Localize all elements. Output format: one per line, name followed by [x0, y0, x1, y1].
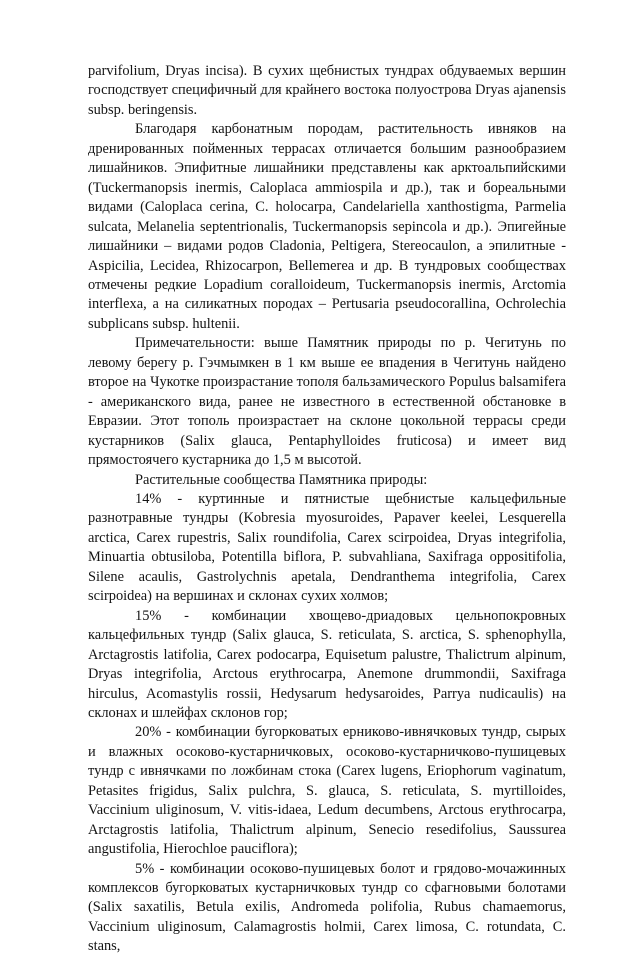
document-page	[88, 62, 566, 957]
paragraph-lichens: Благодаря карбонатным породам, растительность ивняков на дренированных пойменных террасах отличается большим разнообразием лишайников. Эпифитные лишайники представлены как арктоальпийскими (Tuckermanopsis inermis, Caloplaca ammiospila и др.), так и бореальными видами (Caloplaca cerina, C. holocarpa, Candelariella xanthostigma, Parmelia sulcata, Melanelia septentrionalis, Tuckermanopsis sepincola и др.). Эпигейные лишайники – видами родов Cladonia, Peltigera, Stereocaulon, а эпилитные - Aspicilia, Lecidea, Rhizocarpon, Bellemerea и др. В тундровых сообществах отмечены редкие Lopadium coralloideum, Tuckermanopsis inermis, Arctomia interflexa, а на силикатных породах – Pertusaria pseudocorallina, Ochrolechia subplicans subsp. hultenii.	[88, 121, 566, 332]
paragraph-communities-heading: Растительные сообщества Памятника природы:	[135, 471, 428, 488]
paragraph-community-14: 14% - куртинные и пятнистые щебнистые кальцефильные разнотравные тундры (Kobresia myosuroides, Papaver keelei, Lesquerella arctica, Carex rupestris, Salix roundifolia, Carex scirpoidea, Dryas integrifolia, Minuartia obtusiloba, Potentilla biflora, P. subvahliana, Saxifraga oppositifolia, Silene acaulis, Gastrolychnis apetala, Dendranthema integrifolia, Carex scirpoidea) на вершинах и склонах сухих холмов;	[88, 490, 566, 605]
paragraph-community-15: 15% - комбинации хвощево-дриадовых цельнопокровных кальцефильных тундр (Salix glauca, S. reticulata, S. arctica, S. sphenophylla, Arctagrostis latifolia, Carex podocarpa, Equisetum palustre, Thalictrum alpinum, Dryas integrifolia, Arctous erythrocarpa, Anemone drummondii, Saxifraga hirculus, Acomastylis rossii, Hedysarum hedysaroides, Parrya nudicaulis) на склонах и шлейфах склонов гор;	[88, 607, 566, 721]
paragraph-community-5: 5% - комбинации осоково-пушицевых болот и грядово-мочажинных комплексов бугорковатых кустарничковых тундр со сфагновыми болотами (Salix saxatilis, Betula exilis, Andromeda polifolia, Rubus chamaemorus, Vaccinium uliginosum, Calamagrostis holmii, Carex limosa, C. rotundata, C. stans,	[88, 860, 566, 955]
paragraph-community-20: 20% - комбинации бугорковатых ерниково-ивнячковых тундр, сырых и влажных осоково-кустарничковых, осоково-кустарничково-пушицевых тундр с ивнячками по ложбинам стока (Carex lugens, Eriophorum vaginatum, Petasites frigidus, Salix pulchra, S. glauca, S. reticulata, S. myrtilloides, Vaccinium uliginosum, V. vitis-idaea, Ledum decumbens, Arctous erythrocarpa, Arctagrostis latifolia, Thalictrum alpinum, Senecio resedifolius, Saussurea angustifolia, Hierochloe pauciflora);	[88, 724, 566, 858]
paragraph-dryas-continuation: parvifolium, Dryas incisa). В сухих щебнистых тундрах обдуваемых вершин господствует специфичный для крайнего востока полуострова Dryas ajanensis subsp. beringensis.	[88, 63, 566, 118]
paragraph-notable-features: Примечательности: выше Памятник природы по р. Чегитунь по левому берегу р. Гэчмымкен в 1 км выше ее впадения в Чегитунь найдено второе на Чукотке произрастание тополя бальзамического Populus balsamifera - американского вида, ранее не известного в естественной обстановке в Евразии. Этот тополь произрастает на склоне цокольной террасы среди кустарников (Salix glauca, Pentaphylloides fruticosa) и имеет вид прямостоячего кустарника до 1,5 м высотой.	[88, 335, 566, 469]
